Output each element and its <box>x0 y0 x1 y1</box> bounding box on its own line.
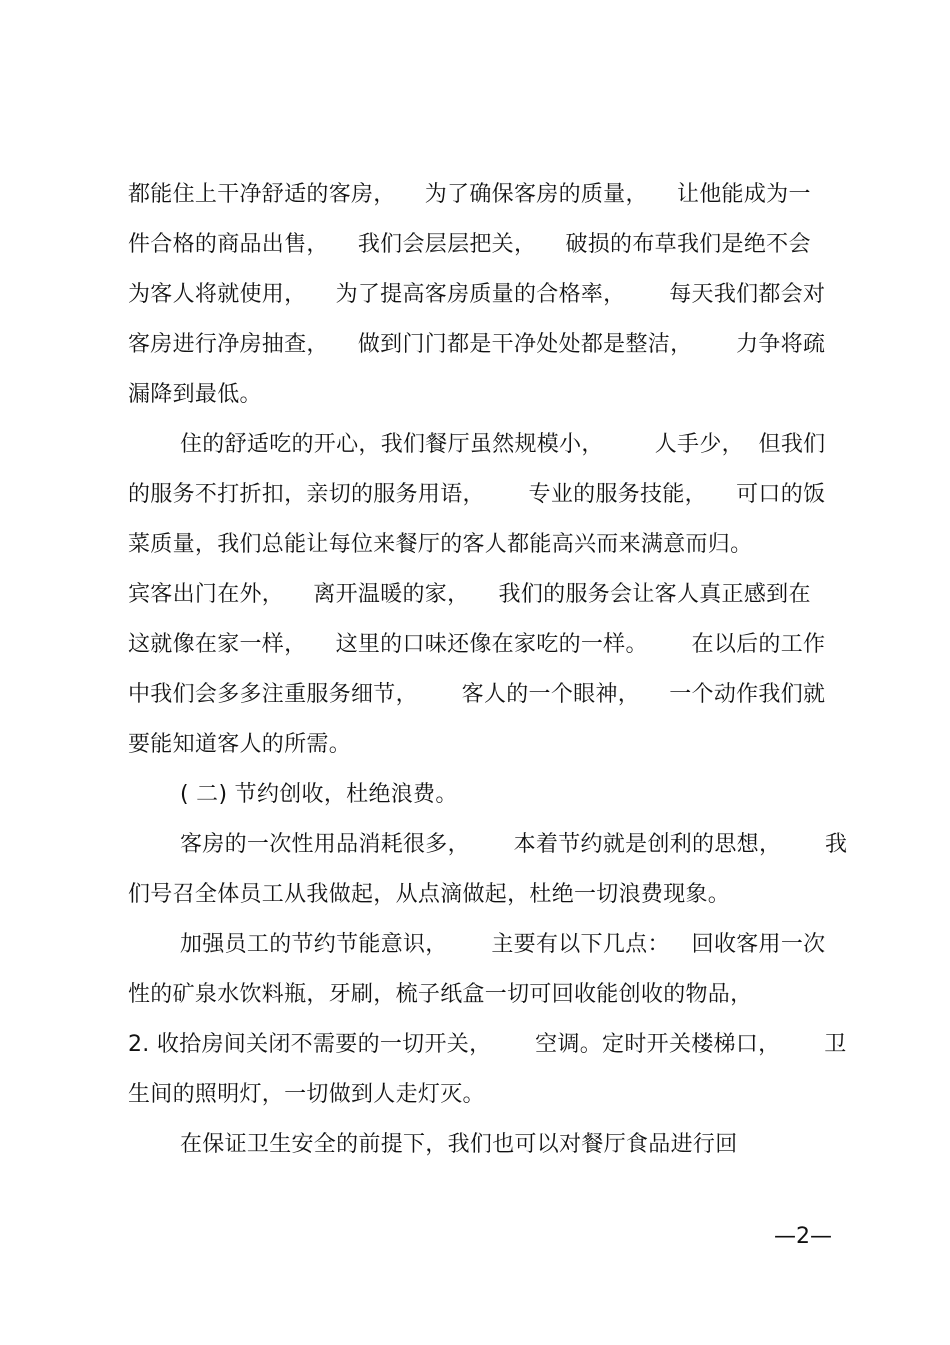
text-line: 在保证卫生安全的前提下，我们也可以对餐厅食品进行回 <box>180 1132 738 1157</box>
text-line: 2. 收拾房间关闭不需要的一切开关， 空调。定时开关楼梯口， 卫 <box>128 1032 847 1057</box>
text-line: 件合格的商品出售， 我们会层层把关， 破损的布草我们是绝不会 <box>128 232 811 257</box>
text-line: 客房的一次性用品消耗很多， 本着节约就是创利的思想， 我 <box>180 832 848 857</box>
text-line: 为客人将就使用， 为了提高客房质量的合格率， 每天我们都会对 <box>128 282 826 307</box>
text-line: 性的矿泉水饮料瓶，牙刷，梳子纸盒一切可回收能创收的物品， <box>128 982 753 1007</box>
text-line: 菜质量，我们总能让每位来餐厅的客人都能高兴而来满意而归。 <box>128 532 753 557</box>
text-line: 这就像在家一样， 这里的口味还像在家吃的一样。 在以后的工作 <box>128 632 826 657</box>
text-line: 加强员工的节约节能意识， 主要有以下几点： 回收客用一次 <box>180 932 826 957</box>
text-line: 宾客出门在外， 离开温暖的家， 我们的服务会让客人真正感到在 <box>128 582 811 607</box>
text-line: 住的舒适吃的开心，我们餐厅虽然规模小， 人手少， 但我们 <box>180 432 826 457</box>
text-line: 中我们会多多注重服务细节， 客人的一个眼神， 一个动作我们就 <box>128 682 826 707</box>
text-line: 们号召全体员工从我做起，从点滴做起，杜绝一切浪费现象。 <box>128 882 731 907</box>
section-heading: ( 二) 节约创收，杜绝浪费。 <box>180 782 458 807</box>
text-line: 都能住上干净舒适的客房， 为了确保客房的质量， 让他能成为一 <box>128 182 811 207</box>
text-line: 客房进行净房抽查， 做到门门都是干净处处都是整洁， 力争将疏 <box>128 332 826 357</box>
text-line: 漏降到最低。 <box>128 382 262 407</box>
text-line: 要能知道客人的所需。 <box>128 732 352 757</box>
text-line: 生间的照明灯，一切做到人走灯灭。 <box>128 1082 485 1107</box>
text-line: 的服务不打折扣，亲切的服务用语， 专业的服务技能， 可口的饭 <box>128 482 826 507</box>
page-number: —2— <box>774 1224 832 1249</box>
